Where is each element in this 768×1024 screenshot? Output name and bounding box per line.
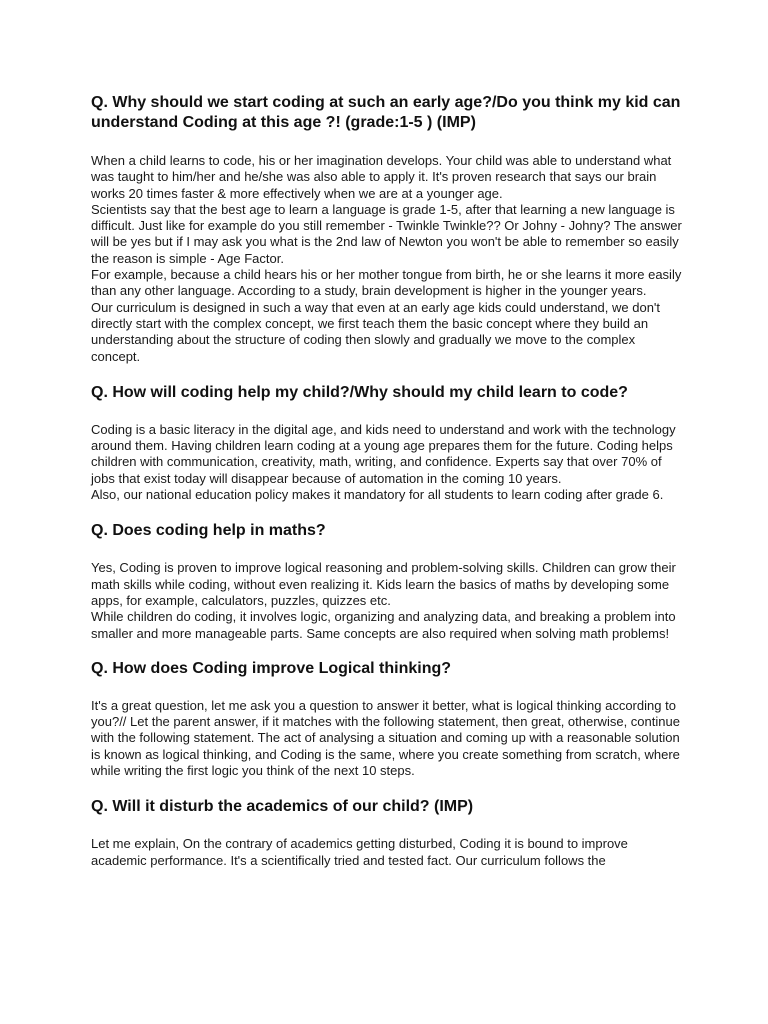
- question-heading: Q. Does coding help in maths?: [91, 522, 326, 540]
- question-heading: Q. Will it disturb the academics of our child? (IMP): [91, 798, 474, 816]
- answer-paragraph: Also, our national education policy makes it mandatory for all students to learn coding after grade 6.: [91, 487, 664, 503]
- answer-paragraph: Coding is a basic literacy in the digital age, and kids need to understand and work with the technology around them. Having children learn coding at a young age prepares them for the future. Coding helps children with communication, creativity, math, writing, and confidence. Experts say that over 70% of jobs that exist today will disappear because of automation in the coming 10 years.: [91, 421, 676, 486]
- answer-body: [91, 836, 687, 869]
- question-heading: Q. Why should we start coding at such an early age?/Do you think my kid can understand Coding at this age ?! (grade:1-5 ) (IMP): [91, 94, 681, 131]
- answer-paragraph: While children do coding, it involves logic, organizing and analyzing data, and breaking a problem into smaller and more manageable parts. Same concepts are also required when solving math problems!: [91, 609, 676, 641]
- faq-section-maths: [91, 521, 687, 641]
- answer-paragraph: Yes, Coding is proven to improve logical reasoning and problem-solving skills. Children can grow their math skills while coding, without even realizing it. Kids learn the basics of maths by developing some apps, for example, calculators, puzzles, quizzes etc.: [91, 560, 676, 608]
- faq-section-logical-thinking: [91, 659, 687, 779]
- answer-paragraph: It's a great question, let me ask you a question to answer it better, what is logical thinking according to you?// Let the parent answer, if it matches with the following statement, then great, otherwise, continue with the following statement. The act of analysing a situation and coming up with a reasonable solution is known as logical thinking, and Coding is the same, where you create something from scratch, where while writing the first logic you think of the next 10 steps.: [91, 697, 680, 779]
- answer-body: [91, 422, 687, 503]
- document-page: [91, 93, 687, 869]
- answer-body: [91, 153, 687, 365]
- answer-paragraph: Scientists say that the best age to learn a language is grade 1-5, after that learning a new language is difficult. Just like for example do you still remember - Twinkle Twinkle?? Or Johny - Johny? The answer will be yes but if I may ask you what is the 2nd law of Newton you won't be able to remember so easily the reason is simple - Age Factor.: [91, 201, 682, 266]
- question-heading: Q. How does Coding improve Logical thinking?: [91, 659, 452, 677]
- faq-section-early-age: [91, 93, 687, 365]
- faq-section-how-help: [91, 383, 687, 503]
- answer-body: [91, 698, 687, 779]
- question-heading: Q. How will coding help my child?/Why should my child learn to code?: [91, 383, 628, 401]
- answer-paragraph: When a child learns to code, his or her imagination develops. Your child was able to understand what was taught to him/her and he/she was also able to apply it. It's proven research that says our brain works 20 times faster & more effectively when we are at a younger age.: [91, 153, 672, 201]
- answer-paragraph: Our curriculum is designed in such a way that even at an early age kids could understand, we don't directly start with the complex concept, we first teach them the basic concept where they build an understanding about the structure of coding then slowly and gradually we move to the complex concept.: [91, 299, 661, 364]
- answer-paragraph: Let me explain, On the contrary of academics getting disturbed, Coding it is bound to improve academic performance. It's a scientifically tried and tested fact. Our curriculum follows the: [91, 836, 628, 868]
- answer-body: [91, 560, 687, 641]
- faq-section-academics: [91, 797, 687, 869]
- answer-paragraph: For example, because a child hears his or her mother tongue from birth, he or she learns it more easily than any other language. According to a study, brain development is higher in the younger years.: [91, 267, 682, 299]
